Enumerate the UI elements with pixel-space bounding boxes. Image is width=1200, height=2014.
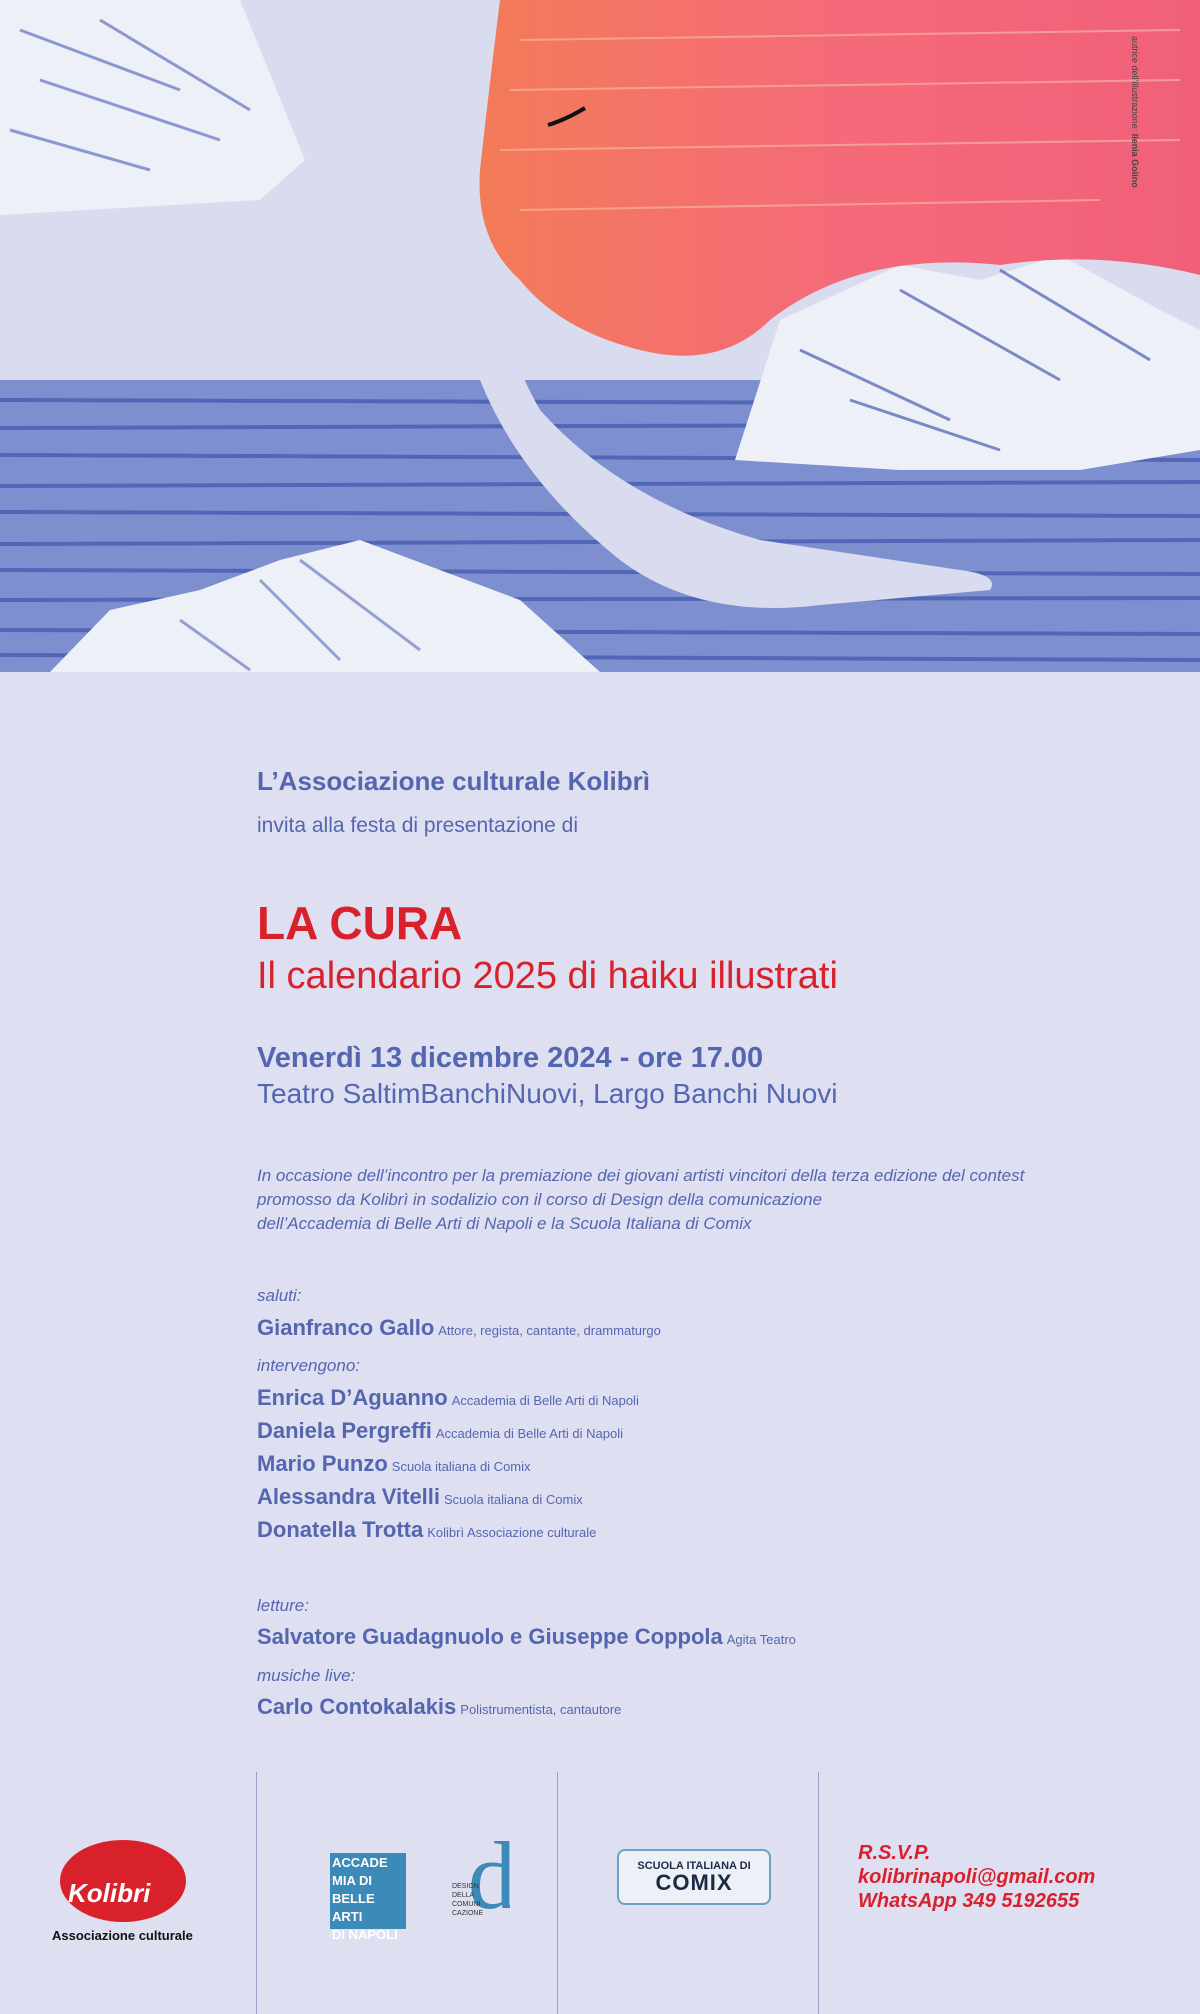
speaker-role: Accademia di Belle Arti di Napoli — [435, 1426, 623, 1441]
speaker-role: Kolibrì Associazione culturale — [427, 1525, 597, 1540]
speaker-role: Scuola italiana di Comix — [444, 1492, 583, 1507]
rsvp-email[interactable]: kolibrinapoli@gmail.com — [858, 1866, 1096, 1888]
speaker-name: Salvatore Guadagnuolo e Giuseppe Coppola — [257, 1624, 723, 1649]
speaker-name: Carlo Contokalakis — [257, 1694, 457, 1719]
speaker-row — [257, 1451, 531, 1477]
accademia-logo-line: DI NAPOLI — [332, 1927, 398, 1942]
design-logo-line: CAZIONE — [452, 1910, 484, 1917]
event-description — [257, 1164, 1117, 1236]
footer-divider — [818, 1772, 819, 2014]
rsvp-label: R.S.V.P. — [858, 1842, 931, 1864]
comix-logo-line1: SCUOLA ITALIANA DI — [637, 1860, 751, 1872]
musiche-label: musiche live: — [257, 1666, 356, 1685]
comix-logo-line2: COMIX — [655, 1870, 733, 1895]
organizer-name: L’Associazione culturale Kolibrì — [257, 766, 650, 796]
speaker-name: Daniela Pergreffi — [257, 1418, 432, 1443]
description-line: dell’Accademia di Belle Arti di Napoli e la Scuola Italiana di Comix — [257, 1214, 752, 1233]
speaker-name: Mario Punzo — [257, 1451, 388, 1476]
event-venue: Teatro SaltimBanchiNuovi, Largo Banchi Nuovi — [257, 1078, 838, 1109]
speaker-role: Attore, regista, cantante, drammaturgo — [438, 1323, 661, 1338]
kolibri-logo-text-b: libri — [102, 1878, 151, 1908]
description-line: In occasione dell’incontro per la premiazione dei giovani artisti vincitori della terza edizione del contest — [257, 1166, 1025, 1185]
illustration-credit — [1130, 36, 1140, 236]
kolibri-caption: Associazione culturale — [52, 1928, 193, 1943]
speaker-name: Alessandra Vitelli — [257, 1484, 441, 1509]
speaker-row — [257, 1484, 583, 1510]
footer-divider — [256, 1772, 257, 2014]
intervengono-label: intervengono: — [257, 1356, 361, 1375]
speaker-role: Polistrumentista, cantautore — [460, 1702, 622, 1717]
speaker-row — [257, 1517, 596, 1543]
speaker-row — [257, 1418, 623, 1444]
credit-name: Ilenia Golino — [1130, 133, 1140, 188]
kolibri-logo-text-a: Ko — [68, 1878, 103, 1908]
svg-text:d: d — [468, 1828, 510, 1929]
footer-divider — [557, 1772, 558, 2014]
saluti-label: saluti: — [257, 1286, 302, 1305]
hero-illustration — [0, 0, 1200, 672]
invite-line: invita alla festa di presentazione di — [257, 814, 579, 837]
speaker-name: Donatella Trotta — [257, 1517, 424, 1542]
speaker-row — [257, 1315, 661, 1341]
accademia-logo-line: MIA DI — [332, 1873, 372, 1888]
speaker-row — [257, 1694, 621, 1720]
speaker-row — [257, 1385, 639, 1411]
speaker-role: Agita Teatro — [726, 1632, 796, 1647]
description-line: promosso da Kolibrì in sodalizio con il corso di Design della comunicazione — [257, 1190, 823, 1209]
speaker-name: Gianfranco Gallo — [257, 1315, 435, 1340]
accademia-logo-line: BELLE ARTI — [332, 1891, 375, 1924]
speaker-role: Accademia di Belle Arti di Napoli — [451, 1393, 639, 1408]
event-date: Venerdì 13 dicembre 2024 - ore 17.00 — [257, 1042, 764, 1074]
design-logo-line: DELLA — [452, 1892, 475, 1899]
event-title: LA CURA — [257, 897, 463, 949]
accademia-logo-line: ACCADE — [332, 1855, 388, 1870]
speaker-row — [257, 1624, 796, 1650]
letture-label: letture: — [257, 1596, 309, 1615]
speaker-role: Scuola italiana di Comix — [391, 1459, 531, 1474]
rsvp-phone[interactable]: WhatsApp 349 5192655 — [858, 1890, 1080, 1912]
design-logo-line: COMUNI — [452, 1901, 481, 1908]
design-logo-line: DESIGN — [452, 1883, 479, 1890]
accademia-logo — [330, 1853, 406, 1942]
kolibri-logo-text — [68, 1878, 150, 1909]
credit-prefix: autrice dell'illustrazione: — [1130, 36, 1140, 132]
comix-logo — [617, 1849, 771, 1905]
speaker-name: Enrica D’Aguanno — [257, 1385, 448, 1410]
design-comunicazione-logo — [450, 1828, 510, 1932]
event-subtitle: Il calendario 2025 di haiku illustrati — [257, 955, 838, 997]
